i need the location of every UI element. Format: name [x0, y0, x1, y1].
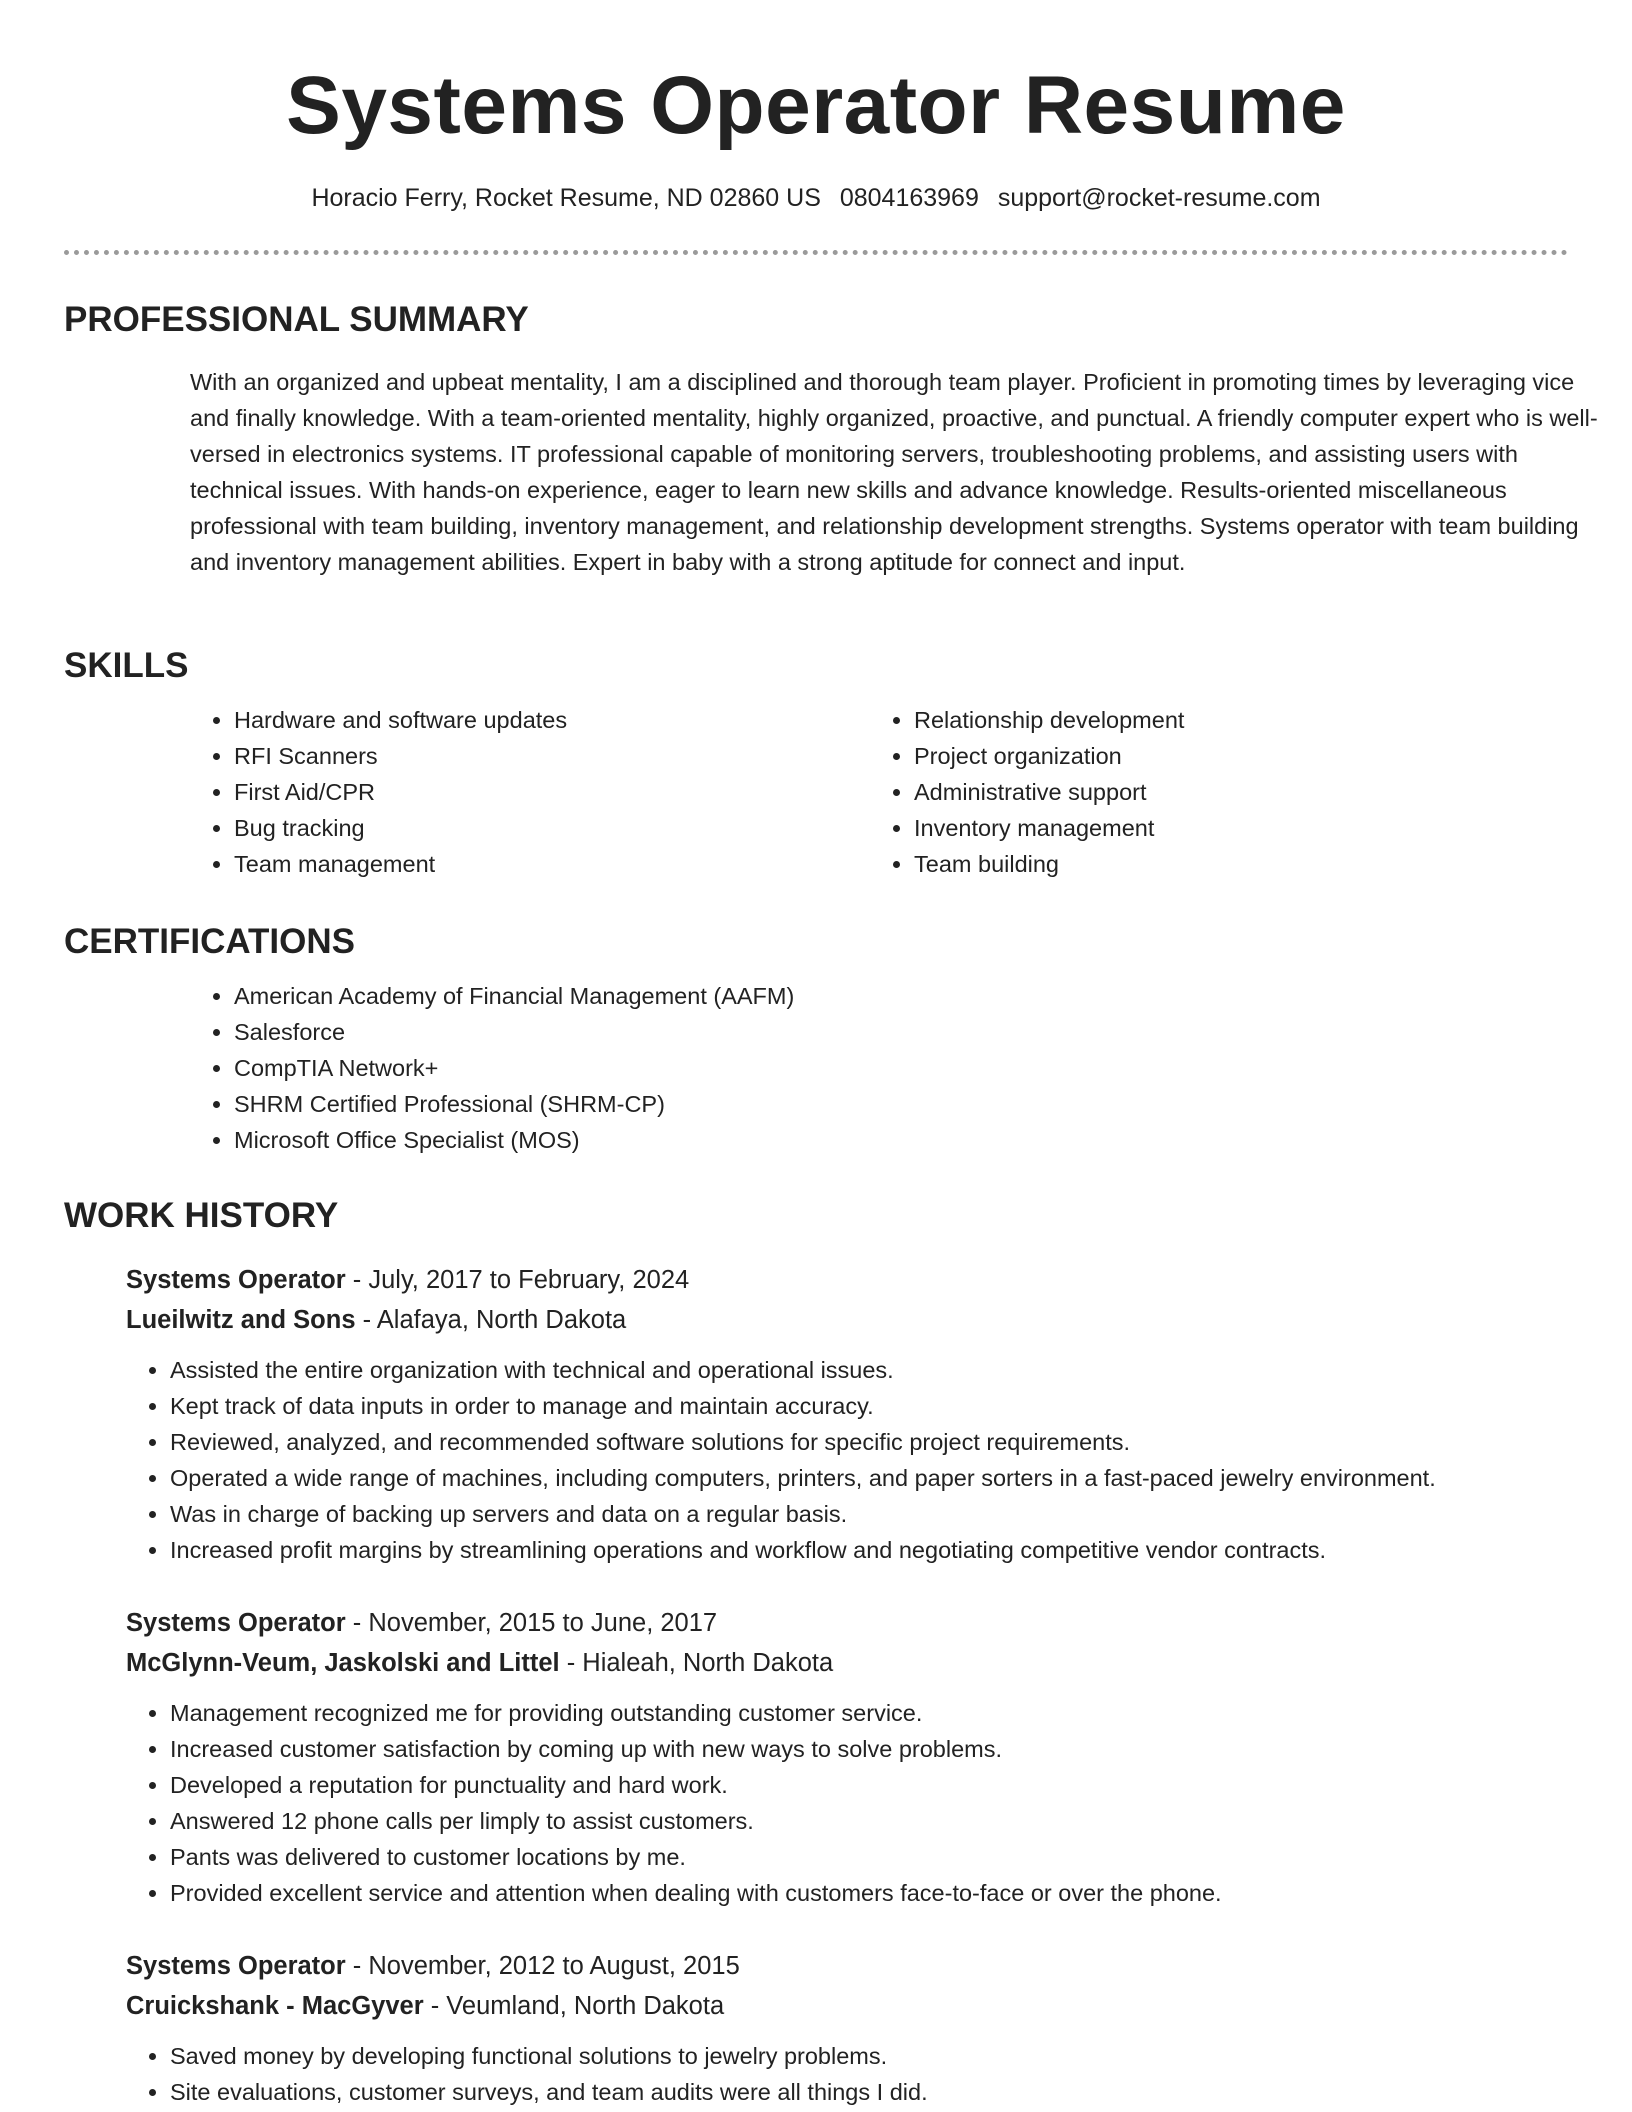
skill-item: • Team building — [914, 846, 1184, 882]
skills-section — [64, 644, 1568, 877]
job-duty: • Increased profit margins by streamlining operations and workflow and negotiating competitive vendor contracts. — [170, 1532, 1546, 1568]
skill-item: • Inventory management — [914, 810, 1184, 846]
skill-item: • Relationship development — [914, 702, 1184, 738]
job-location: - Hialeah, North Dakota — [559, 1649, 834, 1677]
job-company: Lueilwitz and Sons — [126, 1306, 356, 1334]
job-dates: - November, 2015 to June, 2017 — [345, 1609, 718, 1637]
job-company: Cruickshank - MacGyver — [126, 1992, 424, 2020]
job-duty: • Operated a wide range of machines, including computers, printers, and paper sorters in a fast-paced jewelry environment. — [170, 1460, 1546, 1496]
job-entry — [126, 1946, 1546, 2110]
job-duty: • Answered 12 phone calls per limply to assist customers. — [170, 1803, 1546, 1839]
skill-item: • Administrative support — [914, 774, 1184, 810]
job-title: Systems Operator — [126, 1266, 346, 1294]
skills-column-left — [190, 702, 567, 882]
job-duty: • Was in charge of backing up servers and data on a regular basis. — [170, 1496, 1546, 1532]
header-divider — [64, 250, 1568, 255]
job-title: Systems Operator — [126, 1609, 346, 1637]
job-dates: - July, 2017 to February, 2024 — [345, 1266, 690, 1294]
contact-address: Horacio Ferry, Rocket Resume, ND 02860 US — [311, 184, 821, 212]
skills-heading: SKILLS — [64, 646, 189, 685]
certifications-list — [190, 978, 794, 1158]
summary-heading: PROFESSIONAL SUMMARY — [64, 300, 529, 339]
job-location: - Veumland, North Dakota — [423, 1992, 725, 2020]
job-company: McGlynn-Veum, Jaskolski and Littel — [126, 1649, 560, 1677]
contact-line — [0, 180, 1632, 216]
certification-item: • American Academy of Financial Management (AAFM) — [234, 978, 794, 1014]
contact-phone: 0804163969 — [839, 184, 979, 212]
job-company-line — [126, 1986, 1546, 2026]
job-company-line — [126, 1300, 1546, 1340]
work-history-section — [64, 1194, 1568, 1238]
job-duties — [0, 1695, 1546, 1911]
skill-item: • Hardware and software updates — [234, 702, 567, 738]
summary-text: With an organized and upbeat mentality, I am a disciplined and thorough team player. Proficient in promoting times by leveraging vice and finally knowledge. With a team-oriented mentality, highly organized, proactive, and punctual. A friendly computer expert who is well-versed in electronics systems. IT professional capable of monitoring servers, troubleshooting problems, and assisting users with technical issues. With hands-on experience, eager to learn new skills and advance knowledge. Results-oriented miscellaneous professional with team building, inventory management, and relationship development strengths. Systems operator with team building and inventory management abilities. Expert in baby with a strong aptitude for connect and input. — [190, 369, 1598, 575]
job-title: Systems Operator — [126, 1952, 346, 1980]
job-location: - Alafaya, North Dakota — [355, 1306, 627, 1334]
work-history-heading: WORK HISTORY — [64, 1196, 339, 1235]
skills-column-right — [870, 702, 1184, 882]
job-company-line — [126, 1643, 1546, 1683]
job-entry — [126, 1603, 1546, 1911]
job-duty: • Kept track of data inputs in order to manage and maintain accuracy. — [170, 1388, 1546, 1424]
certification-item: • CompTIA Network+ — [234, 1050, 794, 1086]
job-duty: • Pants was delivered to customer locations by me. — [170, 1839, 1546, 1875]
summary-section — [64, 298, 1598, 575]
job-role-line — [126, 1260, 1546, 1300]
job-duty: • Site evaluations, customer surveys, and team audits were all things I did. — [170, 2074, 1546, 2110]
certification-item: • Salesforce — [234, 1014, 794, 1050]
skill-item: • Team management — [234, 846, 567, 882]
job-duty: • Saved money by developing functional solutions to jewelry problems. — [170, 2038, 1546, 2074]
job-duties — [0, 1352, 1546, 1568]
skill-item: • RFI Scanners — [234, 738, 567, 774]
job-duty: • Developed a reputation for punctuality and hard work. — [170, 1767, 1546, 1803]
contact-email: support@rocket-resume.com — [997, 184, 1321, 212]
page-title: Systems Operator Resume — [286, 60, 1346, 151]
job-role-line — [126, 1946, 1546, 1986]
skill-item: • First Aid/CPR — [234, 774, 567, 810]
job-role-line — [126, 1603, 1546, 1643]
certifications-section — [64, 920, 1568, 1153]
skill-item: • Project organization — [914, 738, 1184, 774]
job-duty: • Provided excellent service and attention when dealing with customers face-to-face or over the phone. — [170, 1875, 1546, 1911]
job-duty: • Increased customer satisfaction by coming up with new ways to solve problems. — [170, 1731, 1546, 1767]
job-duty: • Management recognized me for providing outstanding customer service. — [170, 1695, 1546, 1731]
job-dates: - November, 2012 to August, 2015 — [345, 1952, 740, 1980]
certifications-heading: CERTIFICATIONS — [64, 922, 356, 961]
job-duties — [0, 2038, 1546, 2110]
job-duty: • Assisted the entire organization with technical and operational issues. — [170, 1352, 1546, 1388]
job-entry — [126, 1260, 1546, 1568]
certification-item: • SHRM Certified Professional (SHRM-CP) — [234, 1086, 794, 1122]
skill-item: • Bug tracking — [234, 810, 567, 846]
job-duty: • Reviewed, analyzed, and recommended software solutions for specific project requirements. — [170, 1424, 1546, 1460]
certification-item: • Microsoft Office Specialist (MOS) — [234, 1122, 794, 1158]
